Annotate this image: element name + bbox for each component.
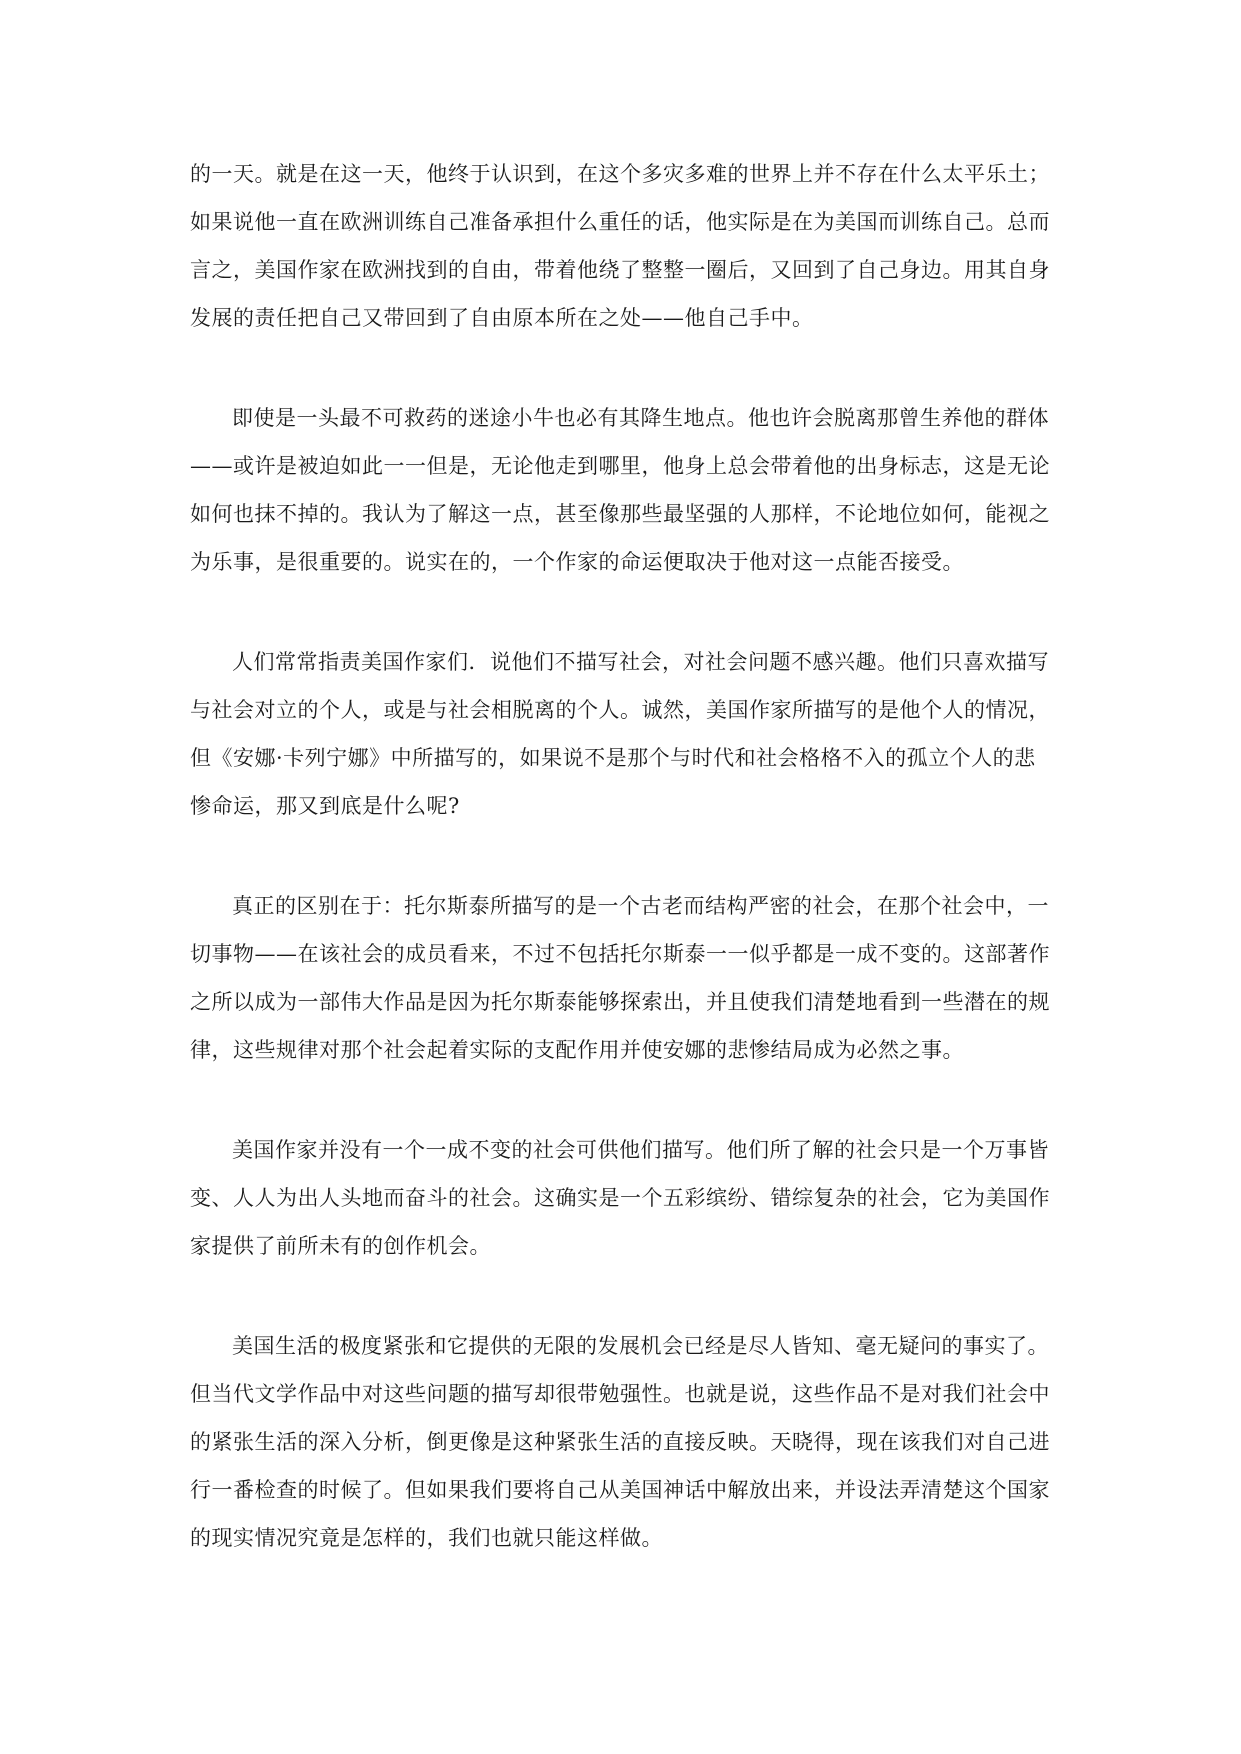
text-line: 与社会对立的个人，或是与社会相脱离的个人。诚然，美国作家所描写的是他个人的情况， [190, 698, 1050, 722]
paragraph-5 [190, 1126, 1060, 1270]
document-page [190, 150, 1060, 1562]
text-line: 但《安娜·卡列宁娜》中所描写的，如果说不是那个与时代和社会格格不入的孤立个人的悲 [190, 746, 1036, 770]
text-line: 美国作家并没有一个一成不变的社会可供他们描写。他们所了解的社会只是一个万事皆 [232, 1138, 1049, 1162]
text-line: 之所以成为一部伟大作品是因为托尔斯泰能够探索出，并且使我们清楚地看到一些潜在的规 [190, 990, 1050, 1014]
text-line: 如何也抹不掉的。我认为了解这一点，甚至像那些最坚强的人那样，不论地位如何，能视之 [190, 502, 1050, 526]
text-line: 为乐事，是很重要的。说实在的，一个作家的命运便取决于他对这一点能否接受。 [190, 550, 964, 574]
paragraph-2 [190, 394, 1060, 586]
paragraph-spacer [190, 1270, 1060, 1322]
paragraph-4 [190, 882, 1060, 1074]
paragraph-spacer [190, 830, 1060, 882]
text-line: 变、人人为出人头地而奋斗的社会。这确实是一个五彩缤纷、错综复杂的社会，它为美国作 [190, 1186, 1050, 1210]
text-line: 的一天。就是在这一天，他终于认识到，在这个多灾多难的世界上并不存在什么太平乐土； [190, 162, 1050, 186]
text-line: 切事物——在该社会的成员看来，不过不包括托尔斯泰一一似乎都是一成不变的。这部著作 [190, 942, 1050, 966]
text-line: 人们常常指责美国作家们．说他们不描写社会，对社会问题不感兴趣。他们只喜欢描写 [232, 650, 1049, 674]
text-line: 美国生活的极度紧张和它提供的无限的发展机会已经是尽人皆知、毫无疑问的事实了。 [232, 1334, 1049, 1358]
text-line: 如果说他一直在欧洲训练自己准备承担什么重任的话，他实际是在为美国而训练自己。总而 [190, 210, 1050, 234]
paragraph-spacer [190, 1074, 1060, 1126]
text-line: 的现实情况究竟是怎样的，我们也就只能这样做。 [190, 1526, 663, 1550]
text-line: 行一番检查的时候了。但如果我们要将自己从美国神话中解放出来，并设法弄清楚这个国家 [190, 1478, 1050, 1502]
paragraph-6 [190, 1322, 1060, 1562]
paragraph-1 [190, 150, 1060, 342]
paragraph-spacer [190, 342, 1060, 394]
text-line: 家提供了前所未有的创作机会。 [190, 1234, 491, 1258]
text-line: 言之，美国作家在欧洲找到的自由，带着他绕了整整一圈后，又回到了自己身边。用其自身 [190, 258, 1050, 282]
text-line: 即使是一头最不可救药的迷途小牛也必有其降生地点。他也许会脱离那曾生养他的群体 [232, 406, 1049, 430]
paragraph-spacer [190, 586, 1060, 638]
text-line: 的紧张生活的深入分析，倒更像是这种紧张生活的直接反映。天晓得，现在该我们对自己进 [190, 1430, 1050, 1454]
text-line: ——或许是被迫如此一一但是，无论他走到哪里，他身上总会带着他的出身标志，这是无论 [190, 454, 1050, 478]
text-line: 但当代文学作品中对这些问题的描写却很带勉强性。也就是说，这些作品不是对我们社会中 [190, 1382, 1050, 1406]
text-line: 律，这些规律对那个社会起着实际的支配作用并使安娜的悲惨结局成为必然之事。 [190, 1038, 964, 1062]
paragraph-3 [190, 638, 1060, 830]
text-line: 真正的区别在于：托尔斯泰所描写的是一个古老而结构严密的社会，在那个社会中，一 [232, 894, 1049, 918]
text-line: 惨命运，那又到底是什么呢? [190, 794, 460, 818]
text-line: 发展的责任把自己又带回到了自由原本所在之处——他自己手中。 [190, 306, 814, 330]
